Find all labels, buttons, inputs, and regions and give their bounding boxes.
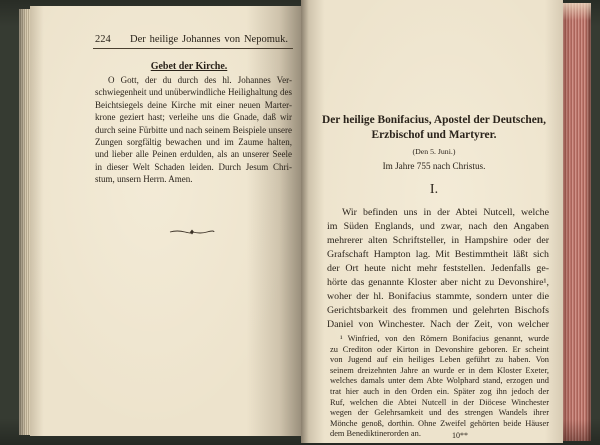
text-line: Beichtsiegels deine Kirche mit einer neuen Marter- bbox=[95, 99, 292, 110]
footnote-line: seinem dreizehnten Jahre an wurde er in dem Kloster Exeter, bbox=[330, 365, 549, 375]
header-rule bbox=[93, 48, 293, 49]
text-line: Grafschaft Hampton lag. Mit Bestimmtheit läßt sich bbox=[327, 249, 549, 260]
red-page-edges bbox=[563, 3, 591, 441]
text-line: und lieber alle Peinen erdulden, als an unserer Seele bbox=[95, 149, 292, 160]
section-number: I. bbox=[429, 182, 439, 197]
text-line: hörte das genannte Kloster aber nicht zu Devonshire¹, bbox=[327, 277, 549, 288]
page-number: 224 bbox=[95, 34, 111, 45]
footnote-line: von Jugend auf ein heiliges Leben geführt zu haben. Von bbox=[330, 355, 549, 365]
text-line: in dieser Welt Schaden leiden. Durch Jesum Chri- bbox=[95, 161, 292, 172]
feast-day: (Den 5. Juni.) bbox=[412, 147, 456, 156]
text-line: O Gott, der du durch des hl. Johannes Ver- bbox=[108, 75, 292, 85]
chapter-title bbox=[322, 113, 546, 143]
footnote-line: dem Benediktinerorden an. bbox=[330, 429, 421, 439]
running-head: Der heilige Johannes von Nepomuk. bbox=[130, 34, 288, 45]
footnote-line: Ruf, welchen die Abtei Nutcell in der Diöcese Winchester bbox=[330, 397, 549, 407]
footnote-line: zu Crediton oder Kirton in Devonshire geboren. Er scheint bbox=[330, 344, 549, 354]
text-line: krone geziert hast; verleihe uns die Gnade, daß wir bbox=[95, 112, 292, 123]
text-line: Gerichtsbarkeit des frommen und gelehrten Bischofs bbox=[327, 305, 550, 316]
prayer-heading: Gebet der Kirche. bbox=[150, 61, 228, 72]
running-head-wrap bbox=[130, 34, 288, 46]
left-page bbox=[30, 6, 301, 436]
footnote bbox=[330, 334, 549, 440]
text-line: Daniel von Winchester. Nach der Zeit, von welcher bbox=[327, 319, 549, 330]
text-line: Zungen sorgfältig bewachen und im Zaume halten, bbox=[95, 136, 292, 147]
text-line: stum, unsern Herrn. Amen. bbox=[95, 174, 193, 185]
ornament-divider bbox=[169, 228, 215, 236]
text-line: der Ort heute nicht mehr feststellen. Jedenfalls ge- bbox=[327, 263, 549, 274]
title-line: Erzbischof und Martyrer. bbox=[371, 129, 497, 141]
title-line: Der heilige Bonifacius, Apostel der Deutschen, bbox=[322, 114, 546, 126]
footnote-line: ¹ Winfried, von den Römern Bonifacius genannt, wurde bbox=[340, 334, 549, 343]
text-line: schwiegenheit und unüberwindliche Heilighaltung des bbox=[95, 87, 293, 98]
text-line: Wir befinden uns in der Abtei Nutcell, welche bbox=[342, 207, 549, 218]
footnote-line: Mönche genoß, dorthin. Ohne Zweifel gehörten beide Häuser bbox=[330, 418, 549, 428]
signature-mark: 10** bbox=[452, 431, 468, 440]
year-line: Im Jahre 755 nach Christus. bbox=[382, 161, 486, 171]
right-page bbox=[301, 0, 563, 443]
text-line: im Süden Englands, und zwar, nach den Angaben bbox=[327, 221, 549, 232]
footnote-line: welches damals unter dem Abte Wolphard stand, erzogen und bbox=[330, 376, 549, 386]
footnote-line: wegen der Gelehrsamkeit und des strengen Wandels ihrer bbox=[330, 408, 549, 418]
text-line: woher der hl. Bonifacius stammte, sondern unter die bbox=[327, 291, 549, 302]
text-line: durch seine Fürbitte und nach seinem Beispiele unsere bbox=[95, 124, 292, 135]
footnote-line: trat hier auch in den Orden ein. Später zog ihn jedoch der bbox=[330, 386, 549, 396]
body-text bbox=[327, 206, 549, 332]
prayer-text bbox=[95, 74, 292, 186]
text-line: mehrerer alten Schriftsteller, in Hampshire oder der bbox=[327, 235, 549, 246]
